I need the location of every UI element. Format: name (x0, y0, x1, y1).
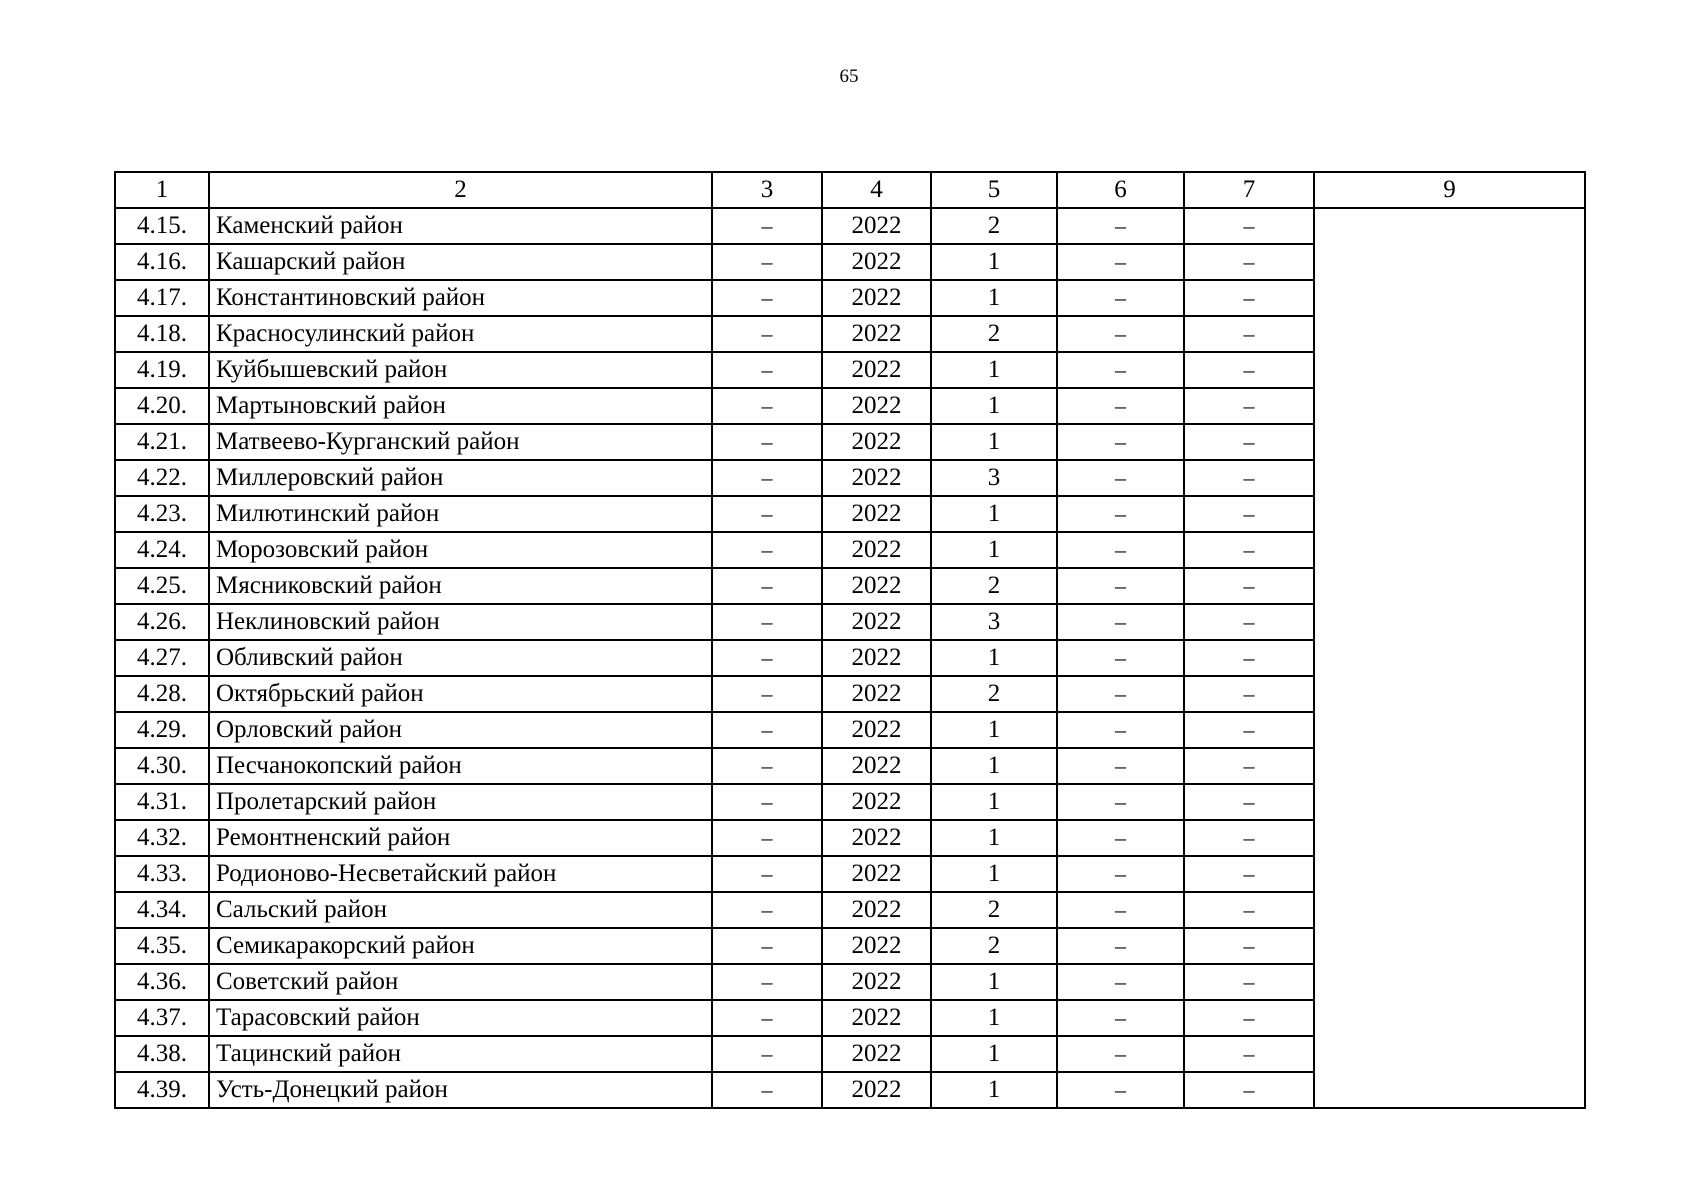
district-name: Мартыновский район (209, 388, 712, 424)
year-value: 2022 (822, 928, 931, 964)
col-3-value: – (712, 748, 822, 784)
col-7-value: – (1184, 748, 1314, 784)
district-name: Константиновский район (209, 280, 712, 316)
district-name: Пролетарский район (209, 784, 712, 820)
col-6-value: – (1057, 568, 1184, 604)
year-value: 2022 (822, 640, 931, 676)
count-value: 1 (931, 424, 1057, 460)
col-6-value: – (1057, 676, 1184, 712)
row-number: 4.39. (115, 1072, 209, 1108)
col-7-value: – (1184, 352, 1314, 388)
year-value: 2022 (822, 424, 931, 460)
row-number: 4.29. (115, 712, 209, 748)
year-value: 2022 (822, 820, 931, 856)
count-value: 3 (931, 604, 1057, 640)
header-col-9: 9 (1314, 172, 1585, 208)
year-value: 2022 (822, 280, 931, 316)
row-number: 4.15. (115, 208, 209, 244)
col-3-value: – (712, 892, 822, 928)
col-3-value: – (712, 676, 822, 712)
col-6-value: – (1057, 712, 1184, 748)
col-3-value: – (712, 712, 822, 748)
year-value: 2022 (822, 748, 931, 784)
col-6-value: – (1057, 244, 1184, 280)
row-number: 4.27. (115, 640, 209, 676)
row-number: 4.33. (115, 856, 209, 892)
year-value: 2022 (822, 496, 931, 532)
row-number: 4.37. (115, 1000, 209, 1036)
district-name: Советский район (209, 964, 712, 1000)
district-name: Миллеровский район (209, 460, 712, 496)
col-7-value: – (1184, 676, 1314, 712)
col-3-value: – (712, 640, 822, 676)
count-value: 1 (931, 244, 1057, 280)
table-row (115, 208, 1585, 244)
col-7-value: – (1184, 460, 1314, 496)
header-col-4: 4 (822, 172, 931, 208)
district-name: Тацинский район (209, 1036, 712, 1072)
row-number: 4.32. (115, 820, 209, 856)
col-6-value: – (1057, 388, 1184, 424)
row-number: 4.28. (115, 676, 209, 712)
row-number: 4.30. (115, 748, 209, 784)
year-value: 2022 (822, 460, 931, 496)
year-value: 2022 (822, 1072, 931, 1108)
header-col-6: 6 (1057, 172, 1184, 208)
year-value: 2022 (822, 604, 931, 640)
year-value: 2022 (822, 208, 931, 244)
count-value: 1 (931, 1036, 1057, 1072)
col-3-value: – (712, 352, 822, 388)
col-6-value: – (1057, 820, 1184, 856)
count-value: 1 (931, 748, 1057, 784)
count-value: 1 (931, 280, 1057, 316)
year-value: 2022 (822, 568, 931, 604)
col-6-value: – (1057, 1000, 1184, 1036)
col-3-value: – (712, 316, 822, 352)
header-col-7: 7 (1184, 172, 1314, 208)
header-col-3: 3 (712, 172, 822, 208)
count-value: 2 (931, 892, 1057, 928)
district-name: Кашарский район (209, 244, 712, 280)
col-6-value: – (1057, 1036, 1184, 1072)
district-name: Октябрьский район (209, 676, 712, 712)
col-3-value: – (712, 820, 822, 856)
district-name: Усть-Донецкий район (209, 1072, 712, 1108)
row-number: 4.18. (115, 316, 209, 352)
col-6-value: – (1057, 748, 1184, 784)
col-7-value: – (1184, 208, 1314, 244)
district-name: Неклиновский район (209, 604, 712, 640)
col-3-value: – (712, 388, 822, 424)
count-value: 2 (931, 208, 1057, 244)
col-7-value: – (1184, 280, 1314, 316)
col-7-value: – (1184, 964, 1314, 1000)
row-number: 4.20. (115, 388, 209, 424)
col-6-value: – (1057, 784, 1184, 820)
count-value: 2 (931, 568, 1057, 604)
col-3-value: – (712, 784, 822, 820)
col-3-value: – (712, 964, 822, 1000)
col-6-value: – (1057, 1072, 1184, 1108)
col-3-value: – (712, 280, 822, 316)
col-3-value: – (712, 604, 822, 640)
year-value: 2022 (822, 964, 931, 1000)
col-7-value: – (1184, 820, 1314, 856)
district-name: Красносулинский район (209, 316, 712, 352)
col-6-value: – (1057, 928, 1184, 964)
district-name: Сальский район (209, 892, 712, 928)
col-7-value: – (1184, 856, 1314, 892)
col-6-value: – (1057, 964, 1184, 1000)
col-3-value: – (712, 208, 822, 244)
count-value: 1 (931, 1000, 1057, 1036)
col-7-value: – (1184, 1000, 1314, 1036)
year-value: 2022 (822, 676, 931, 712)
year-value: 2022 (822, 388, 931, 424)
col-7-value: – (1184, 892, 1314, 928)
col-7-value: – (1184, 928, 1314, 964)
row-number: 4.17. (115, 280, 209, 316)
district-name: Каменский район (209, 208, 712, 244)
row-number: 4.36. (115, 964, 209, 1000)
col-7-value: – (1184, 496, 1314, 532)
col-3-value: – (712, 1072, 822, 1108)
col-6-value: – (1057, 532, 1184, 568)
row-number: 4.35. (115, 928, 209, 964)
col-7-value: – (1184, 712, 1314, 748)
col-3-value: – (712, 496, 822, 532)
col-6-value: – (1057, 460, 1184, 496)
col-3-value: – (712, 424, 822, 460)
col-3-value: – (712, 460, 822, 496)
year-value: 2022 (822, 316, 931, 352)
col-7-value: – (1184, 424, 1314, 460)
row-number: 4.22. (115, 460, 209, 496)
col-7-value: – (1184, 784, 1314, 820)
col-6-value: – (1057, 424, 1184, 460)
year-value: 2022 (822, 784, 931, 820)
count-value: 1 (931, 856, 1057, 892)
col-6-value: – (1057, 892, 1184, 928)
row-number: 4.16. (115, 244, 209, 280)
col-7-value: – (1184, 640, 1314, 676)
row-number: 4.21. (115, 424, 209, 460)
row-number: 4.26. (115, 604, 209, 640)
district-name: Морозовский район (209, 532, 712, 568)
row-number: 4.38. (115, 1036, 209, 1072)
row-number: 4.24. (115, 532, 209, 568)
col-6-value: – (1057, 316, 1184, 352)
col-6-value: – (1057, 208, 1184, 244)
col-6-value: – (1057, 604, 1184, 640)
year-value: 2022 (822, 712, 931, 748)
count-value: 2 (931, 676, 1057, 712)
row-number: 4.19. (115, 352, 209, 388)
count-value: 1 (931, 820, 1057, 856)
year-value: 2022 (822, 856, 931, 892)
row-number: 4.31. (115, 784, 209, 820)
count-value: 1 (931, 496, 1057, 532)
col-3-value: – (712, 244, 822, 280)
district-name: Мясниковский район (209, 568, 712, 604)
count-value: 1 (931, 640, 1057, 676)
district-name: Семикаракорский район (209, 928, 712, 964)
col-7-value: – (1184, 388, 1314, 424)
col-7-value: – (1184, 1036, 1314, 1072)
page-number: 65 (839, 66, 859, 87)
district-name: Тарасовский район (209, 1000, 712, 1036)
header-col-1: 1 (115, 172, 209, 208)
col-3-value: – (712, 1000, 822, 1036)
row-number: 4.25. (115, 568, 209, 604)
col-7-value: – (1184, 316, 1314, 352)
count-value: 1 (931, 964, 1057, 1000)
col-3-value: – (712, 928, 822, 964)
count-value: 1 (931, 712, 1057, 748)
count-value: 2 (931, 928, 1057, 964)
header-col-2: 2 (209, 172, 712, 208)
col-3-value: – (712, 1036, 822, 1072)
row-number: 4.34. (115, 892, 209, 928)
district-name: Песчанокопский район (209, 748, 712, 784)
col-7-value: – (1184, 532, 1314, 568)
count-value: 1 (931, 784, 1057, 820)
col-6-value: – (1057, 496, 1184, 532)
count-value: 1 (931, 388, 1057, 424)
district-name: Матвеево-Курганский район (209, 424, 712, 460)
year-value: 2022 (822, 532, 931, 568)
count-value: 2 (931, 316, 1057, 352)
count-value: 1 (931, 532, 1057, 568)
col-3-value: – (712, 568, 822, 604)
district-name: Обливский район (209, 640, 712, 676)
count-value: 3 (931, 460, 1057, 496)
col-7-value: – (1184, 604, 1314, 640)
district-table (114, 171, 1586, 1109)
count-value: 1 (931, 1072, 1057, 1108)
col-6-value: – (1057, 640, 1184, 676)
col-3-value: – (712, 532, 822, 568)
year-value: 2022 (822, 244, 931, 280)
district-name: Куйбышевский район (209, 352, 712, 388)
year-value: 2022 (822, 892, 931, 928)
col-7-value: – (1184, 1072, 1314, 1108)
header-col-5: 5 (931, 172, 1057, 208)
col-6-value: – (1057, 280, 1184, 316)
col-3-value: – (712, 856, 822, 892)
district-name: Милютинский район (209, 496, 712, 532)
district-name: Орловский район (209, 712, 712, 748)
table-body (115, 208, 1585, 1108)
col-7-value: – (1184, 568, 1314, 604)
col-9-merged-cell (1314, 208, 1585, 1108)
district-name: Ремонтненский район (209, 820, 712, 856)
year-value: 2022 (822, 1000, 931, 1036)
col-6-value: – (1057, 856, 1184, 892)
district-name: Родионово-Несветайский район (209, 856, 712, 892)
row-number: 4.23. (115, 496, 209, 532)
col-7-value: – (1184, 244, 1314, 280)
year-value: 2022 (822, 1036, 931, 1072)
col-6-value: – (1057, 352, 1184, 388)
count-value: 1 (931, 352, 1057, 388)
header-row (115, 172, 1585, 208)
year-value: 2022 (822, 352, 931, 388)
